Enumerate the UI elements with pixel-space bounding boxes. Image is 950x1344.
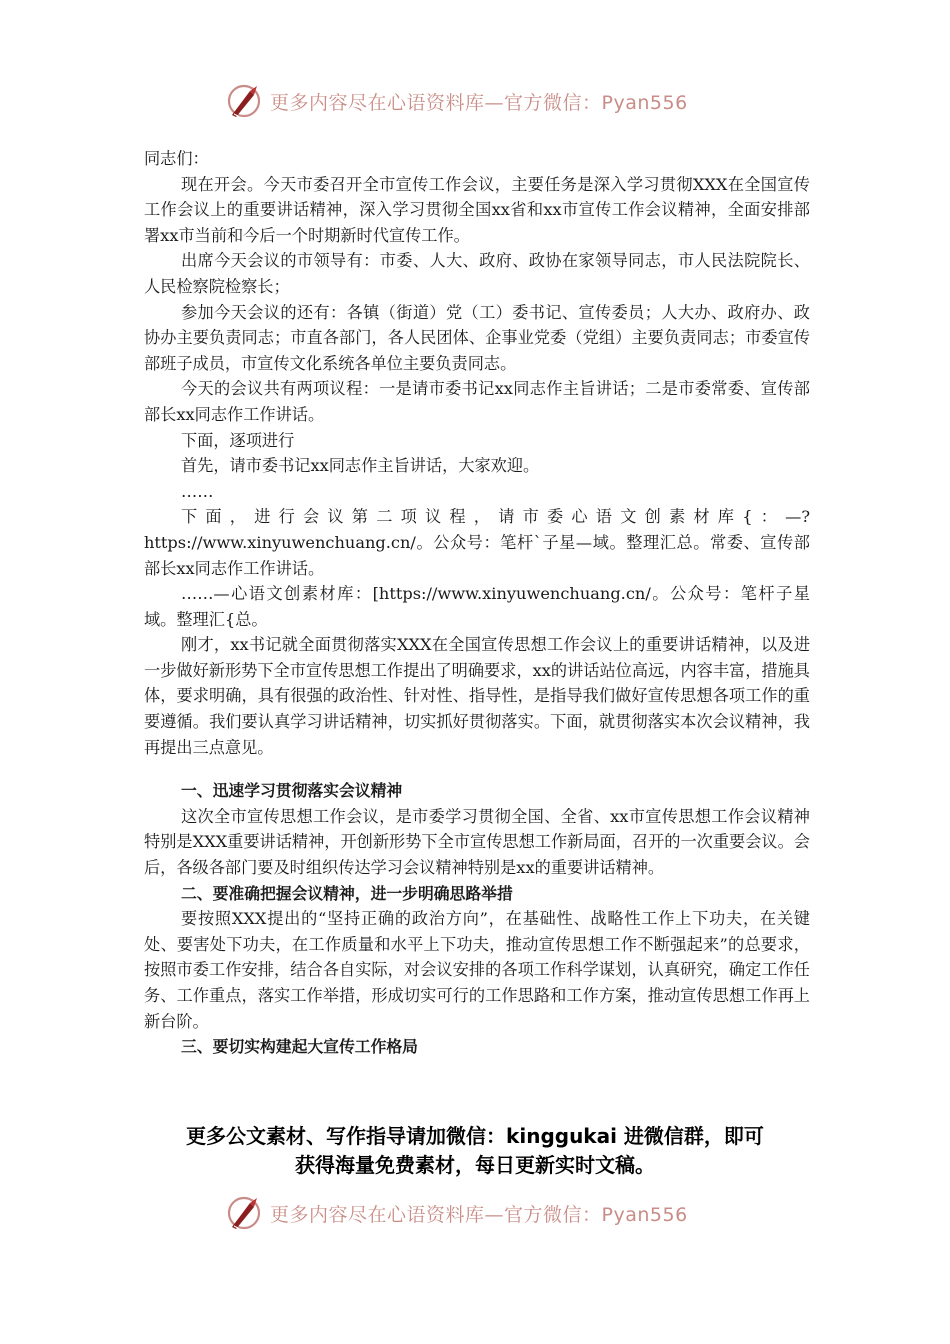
promo-line: 获得海量免费素材，每日更新实时文稿。	[295, 1153, 655, 1177]
paragraph: 要按照XXX提出的“坚持正确的政治方向”，在基础性、战略性工作上下功夫，在关键处、要害处下功夫，在工作质量和水平上下功夫，推动宣传思想工作不断强起来”的总要求，按照市委工作安排，结合各自实际，对会议安排的各项工作科学谋划，认真研究，确定工作任务、工作重点，落实工作举措，形成切实可行的工作思路和工作方案，推动宣传思想工作再上新台阶。	[144, 909, 810, 1031]
header-banner	[224, 81, 744, 121]
pen-nib-logo-icon	[224, 1193, 264, 1233]
banner-text: 更多内容尽在心语资料库—官方微信：Pyan556	[270, 1203, 688, 1226]
promo-line: 更多公文素材、写作指导请加微信：kinggukai 进微信群，即可	[186, 1124, 764, 1148]
paragraph: 参加今天会议的还有：各镇（街道）党（工）委书记、宣传委员；人大办、政府办、政协办主要负责同志；市直各部门，各人民团体、企事业党委（党组）主要负责同志；市委宣传部班子成员，市宣传文化系统各单位主要负责同志。	[144, 302, 810, 373]
banner-wechat-id: Pyan556	[601, 1203, 688, 1226]
paragraph: ……—心语文创素材库：[https://www.xinyuwenchuang.cn/。公众号：笔杆子星域。整理汇{总。	[144, 584, 810, 629]
section-heading: 三、要切实构建起大宣传工作格局	[181, 1037, 418, 1057]
section-heading: 一、迅速学习贯彻落实会议精神	[181, 781, 403, 801]
document-body	[144, 146, 810, 1060]
paragraph: 今天的会议共有两项议程：一是请市委书记xx同志作主旨讲话；二是市委常委、宣传部部长xx同志作工作讲话。	[144, 379, 810, 424]
footer-banner	[224, 1193, 744, 1233]
promo-notice	[110, 1122, 840, 1180]
paragraph: 刚才，xx书记就全面贯彻落实XXX在全国宣传思想工作会议上的重要讲话精神，以及进一步做好新形势下全市宣传思想工作提出了明确要求，xx的讲话站位高远，内容丰富，措施具体，要求明确，具有很强的政治性、针对性、指导性，是指导我们做好宣传思想各项工作的重要遵循。我们要认真学习讲话精神，切实抓好贯彻落实。下面，就贯彻落实本次会议精神，我再提出三点意见。	[144, 635, 810, 757]
paragraph: 下面，逐项进行	[181, 430, 295, 450]
salutation: 同志们：	[144, 149, 209, 168]
paragraph: 首先，请市委书记xx同志作主旨讲话，大家欢迎。	[181, 456, 540, 476]
paragraph: ……	[181, 481, 214, 501]
paragraph: 下面，进行会议第二项议程，请市委心语文创素材库{：—?https://www.xinyuwenchuang.cn/。公众号：笔杆`子星—域。整理汇总。常委、宣传部部长xx同志作工作讲话。	[144, 507, 810, 578]
paragraph: 出席今天会议的市领导有：市委、人大、政府、政协在家领导同志，市人民法院院长、人民检察院检察长；	[144, 251, 810, 296]
paragraph: 现在开会。今天市委召开全市宣传工作会议，主要任务是深入学习贯彻XXX在全国宣传工作会议上的重要讲话精神，深入学习贯彻全国xx省和xx市宣传工作会议精神，全面安排部署xx市当前和今后一个时期新时代宣传工作。	[144, 174, 810, 245]
paragraph: 这次全市宣传思想工作会议，是市委学习贯彻全国、全省、xx市宣传思想工作会议精神特别是XXX重要讲话精神，开创新形势下全市宣传思想工作新局面，召开的一次重要会议。会后，各级各部门要及时组织传达学习会议精神特别是xx的重要讲话精神。	[144, 806, 810, 878]
pen-nib-logo-icon	[224, 81, 264, 121]
section-heading: 二、要准确把握会议精神，进一步明确思路举措	[181, 883, 513, 903]
banner-wechat-id: Pyan556	[601, 91, 688, 114]
banner-text: 更多内容尽在心语资料库—官方微信：Pyan556	[270, 91, 688, 114]
